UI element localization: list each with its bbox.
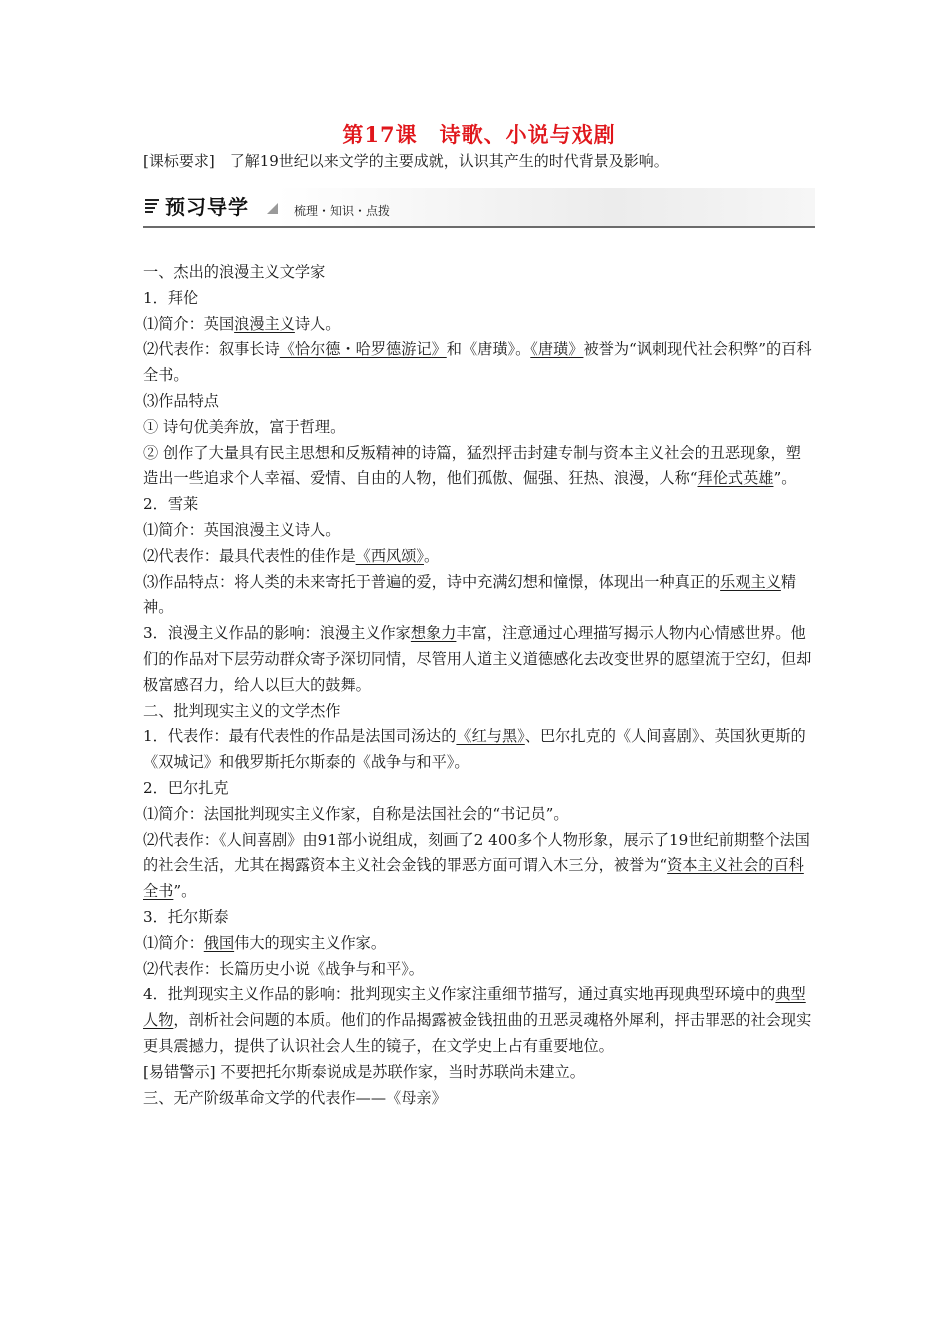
underlined-answer: 《恰尔德・哈罗德游记》 xyxy=(279,340,447,359)
triangle-icon xyxy=(267,203,278,214)
section-heading: 二、批判现实主义的文学杰作 xyxy=(143,701,341,720)
subsection-heading: 1．拜伦 xyxy=(143,288,199,307)
paragraph: ⑴简介：英国浪漫主义诗人。 xyxy=(143,520,341,539)
lesson-title: 第17课 诗歌、小说与戏剧 xyxy=(342,122,616,147)
stripes-icon xyxy=(145,199,159,215)
section-heading: 一、杰出的浪漫主义文学家 xyxy=(143,263,326,281)
content-body xyxy=(143,260,815,1111)
paragraph: ⑵代表作：长篇历史小说《战争与和平》。 xyxy=(143,959,424,978)
paragraph: ⑵代表作：《人间喜剧》由91部小说组成，刻画了2 400多个人物形象，展示了19世纪前期整个法国的社会生活，尤其在揭露资本主义社会金钱的罪恶方面可谓入木三分，被誉为“资本主义社会的百科全书”。 xyxy=(143,830,810,901)
paragraph: ① 诗句优美奔放，富于哲理。 xyxy=(143,417,346,436)
section-heading: 三、无产阶级革命文学的代表作——《母亲》 xyxy=(143,1088,447,1107)
subsection-heading: 2．雪莱 xyxy=(143,495,199,514)
paragraph: ⑴简介：英国浪漫主义诗人。 xyxy=(143,314,341,333)
underlined-answer: 乐观主义 xyxy=(720,572,781,591)
paragraph: ⑶作品特点：将人类的未来寄托于普遍的爱，诗中充满幻想和憧憬，体现出一种真正的乐观主义精神。 xyxy=(143,572,797,617)
underlined-answer: 浪漫主义 xyxy=(234,314,295,333)
banner-title: 预习导学 xyxy=(165,195,249,219)
paragraph: ⑵代表作：叙事长诗《恰尔德・哈罗德游记》和《唐璜》。《唐璜》被誉为“讽刺现代社会积弊”的百科全书。 xyxy=(143,340,812,385)
warning-note: [易错警示] 不要把托尔斯泰说成是苏联作家，当时苏联尚未建立。 xyxy=(143,1062,585,1081)
subsection-heading: 2．巴尔扎克 xyxy=(143,778,229,797)
paragraph: 1．代表作：最有代表性的作品是法国司汤达的《红与黑》、巴尔扎克的《人间喜剧》、英国狄更斯的《双城记》和俄罗斯托尔斯泰的《战争与和平》。 xyxy=(143,727,806,772)
paragraph: ⑴简介：俄国伟大的现实主义作家。 xyxy=(143,933,386,952)
paragraph: ② 创作了大量具有民主思想和反叛精神的诗篇，猛烈抨击封建专制与资本主义社会的丑恶现象，塑造出一些追求个人幸福、爱情、自由的人物，他们孤傲、倔强、狂热、浪漫，人称“拜伦式英雄”。 xyxy=(143,443,801,488)
underlined-answer: 拜伦式英雄 xyxy=(697,469,774,488)
underlined-answer: 想象力 xyxy=(410,624,457,643)
section-banner xyxy=(143,188,815,228)
underlined-answer: 典型人物 xyxy=(143,985,806,1030)
requirement-text: 了解19世纪以来文学的主要成就，认识其产生的时代背景及影响。 xyxy=(214,152,669,170)
paragraph: 3．浪漫主义作品的影响：浪漫主义作家想象力丰富，注意通过心理描写揭示人物内心情感世界。他们的作品对下层劳动群众寄予深切同情，尽管用人道主义道德感化去改变世界的愿望流于空幻，但却极富感召力，给人以巨大的鼓舞。 xyxy=(143,624,812,694)
underlined-answer: 《红与黑》 xyxy=(456,727,525,746)
paragraph: ⑴简介：法国批判现实主义作家，自称是法国社会的“书记员”。 xyxy=(143,804,569,823)
underlined-answer: 《唐璜》 xyxy=(530,340,584,359)
underlined-answer: 资本主义社会的百科全书 xyxy=(143,856,804,901)
requirement-tag: [课标要求] xyxy=(143,152,215,170)
curriculum-requirement xyxy=(143,150,815,172)
paragraph: ⑵代表作：最具代表性的佳作是《西风颂》。 xyxy=(143,546,440,565)
subsection-heading: 3．托尔斯泰 xyxy=(143,907,229,926)
banner-subtitle: 梳理・知识・点拨 xyxy=(294,204,391,218)
underlined-answer: 《西风颂》 xyxy=(355,546,424,565)
underlined-answer: 俄国 xyxy=(203,933,235,952)
paragraph: 4．批判现实主义作品的影响：批判现实主义作家注重细节描写，通过真实地再现典型环境中的典型人物，剖析社会问题的本质。他们的作品揭露被金钱扭曲的丑恶灵魂格外犀利，抨击罪恶的社会现实更具震撼力，提供了认识社会人生的镜子，在文学史上占有重要地位。 xyxy=(143,985,812,1055)
paragraph: ⑶作品特点 xyxy=(143,391,219,410)
document-page xyxy=(143,120,815,1111)
